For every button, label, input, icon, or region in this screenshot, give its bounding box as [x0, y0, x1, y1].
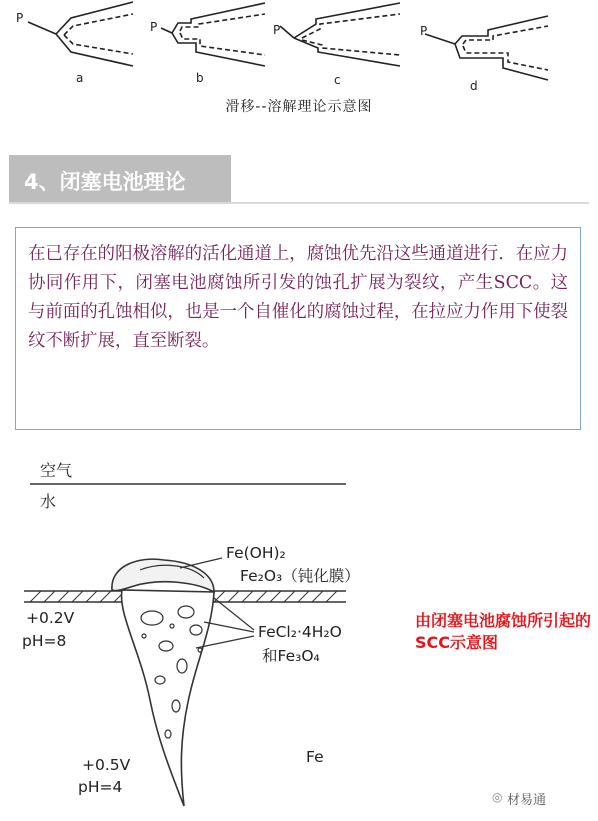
slip-diagram-caption: 滑移--溶解理论示意图 [225, 99, 373, 115]
panel-b-schematic [161, 3, 265, 66]
fe-oh2-label: Fe(OH)₂ [226, 544, 286, 562]
crack-pit [122, 590, 214, 806]
air-label: 空气 [40, 461, 73, 480]
tip-potential-label: +0.5V [82, 756, 131, 774]
surface-ph-label: pH=8 [22, 632, 67, 650]
fecl2-label: FeCl₂·4H₂O [258, 623, 342, 641]
watermark-text: 材易通 [507, 793, 547, 808]
panel-a-point-label: P [16, 11, 24, 25]
section-title: 4、闭塞电池理论 [24, 170, 186, 194]
panel-d-schematic [425, 16, 548, 80]
theory-paragraph: 在已存在的阳极溶解的活化通道上，腐蚀优先沿这些通道进行．在应力协同作用下，闭塞电池腐蚀所引发的蚀孔扩展为裂纹，产生SCC。这与前面的孔蚀相似，也是一个自催化的腐蚀过程，在拉应力作用下使裂纹不断扩展，直至断裂。 [28, 244, 568, 351]
panel-c-label: c [334, 73, 341, 87]
wechat-icon: ◎ [492, 790, 503, 804]
panel-c-schematic [280, 3, 400, 66]
surface-potential-label: +0.2V [26, 609, 75, 627]
metal-label: Fe [306, 748, 324, 766]
panel-c-point-label: P [273, 23, 281, 37]
panel-a-label: a [76, 71, 84, 85]
panel-b-label: b [196, 71, 204, 85]
scc-diagram-caption: 由闭塞电池腐蚀所引起的SCC示意图 [415, 611, 592, 652]
panel-d-point-label: P [420, 24, 428, 38]
panel-a-schematic [28, 2, 133, 66]
fe3o4-label: 和Fe₃O₄ [262, 647, 320, 665]
panel-b-point-label: P [150, 20, 158, 34]
panel-d-label: d [470, 79, 478, 93]
water-label: 水 [40, 492, 57, 511]
section-divider [9, 202, 589, 204]
tip-ph-label: pH=4 [78, 778, 123, 796]
passive-film-label: Fe₂O₃（钝化膜） [240, 567, 360, 585]
